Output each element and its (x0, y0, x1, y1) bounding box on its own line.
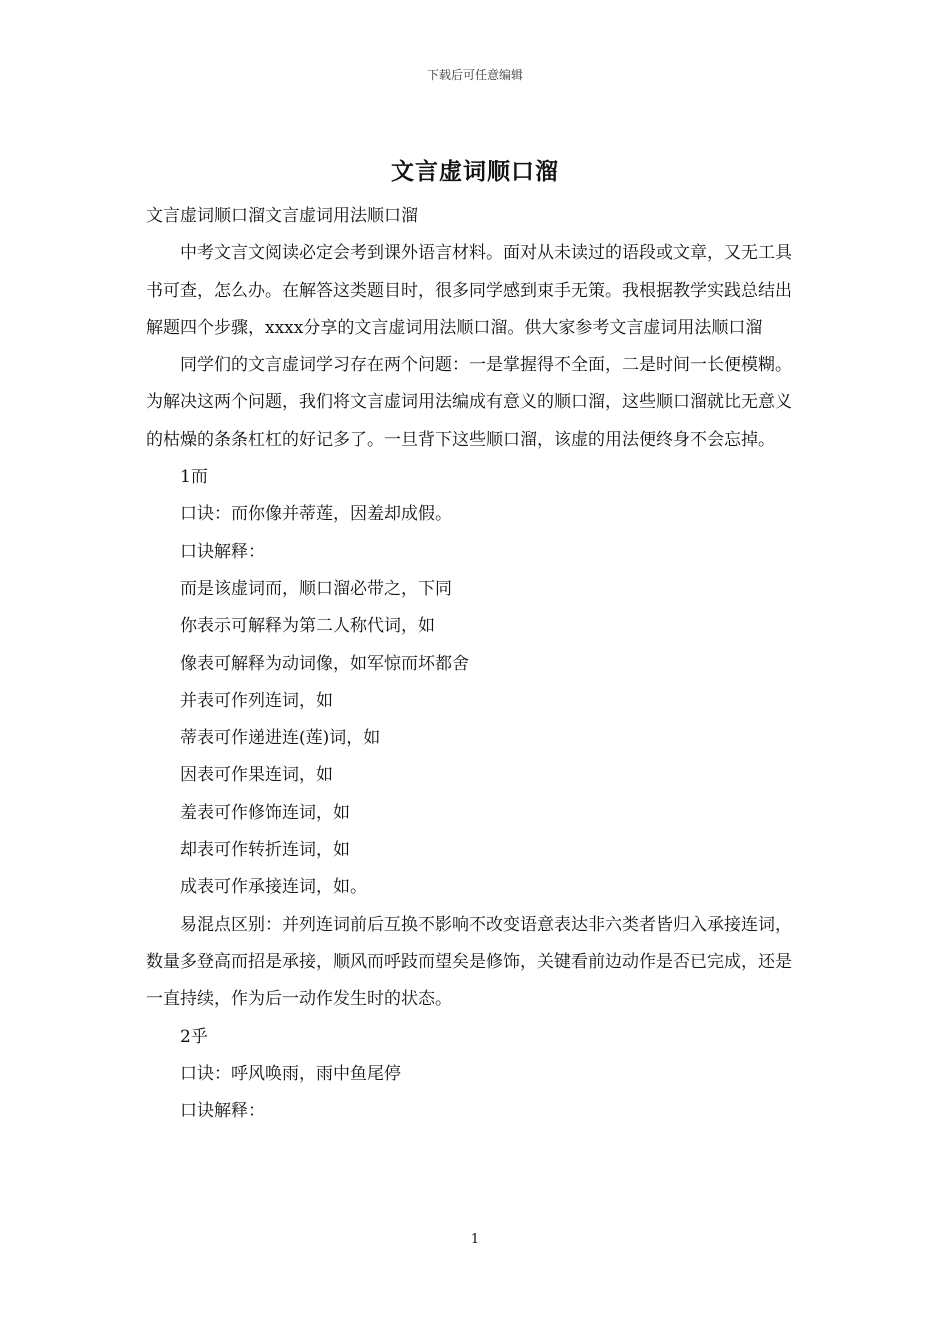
paragraph: 易混点区别：并列连词前后互换不影响不改变语意表达非六类者皆归入承接连词，数量多登高而招是承接，顺风而呼跂而望矣是修饰，关键看前边动作是否已完成，还是一直持续，作为后一动作发生时的状态。 (146, 914, 792, 1010)
paragraph: 文言虚词顺口溜文言虚词用法顺口溜 (146, 206, 418, 226)
paragraph: 成表可作承接连词，如。 (180, 877, 367, 898)
page-header: 下载后可任意编辑 (426, 68, 523, 82)
paragraph: 你表示可解释为第二人称代词，如 (180, 616, 435, 637)
paragraph: 口诀：呼风唤雨，雨中鱼尾停 (180, 1063, 401, 1084)
paragraph: 1而 (180, 467, 208, 488)
document-body (146, 198, 808, 1130)
paragraph: 中考文言文阅读必定会考到课外语言材料。面对从未读过的语段或文章，又无工具书可查，怎么办。在解答这类题目时，很多同学感到束手无策。我根据教学实践总结出解题四个步骤，xxxx分享的文言虚词用法顺口溜。供大家参考文言虚词用法顺口溜 (146, 243, 792, 338)
paragraph: 口诀解释： (180, 541, 265, 562)
document-title: 文言虚词顺口溜 (391, 158, 559, 185)
paragraph: 而是该虚词而，顺口溜必带之，下同 (180, 578, 452, 599)
paragraph: 羞表可作修饰连词，如 (180, 802, 350, 823)
paragraph: 2乎 (180, 1026, 208, 1047)
page-number: 1 (470, 1232, 480, 1247)
paragraph: 因表可作果连词，如 (180, 765, 333, 786)
paragraph: 蒂表可作递进连(莲)词，如 (180, 728, 381, 749)
paragraph: 像表可解释为动词像，如军惊而坏都舍 (180, 653, 469, 674)
paragraph: 口诀：而你像并蒂莲，因羞却成假。 (180, 504, 452, 525)
paragraph: 并表可作列连词，如 (180, 690, 333, 711)
paragraph: 口诀解释： (180, 1101, 265, 1122)
paragraph: 却表可作转折连词，如 (180, 840, 350, 861)
paragraph: 同学们的文言虚词学习存在两个问题：一是掌握得不全面，二是时间一长便模糊。为解决这两个问题，我们将文言虚词用法编成有意义的顺口溜，这些顺口溜就比无意义的枯燥的条条杠杠的好记多了。一旦背下这些顺口溜，该虚的用法便终身不会忘掉。 (146, 355, 792, 450)
